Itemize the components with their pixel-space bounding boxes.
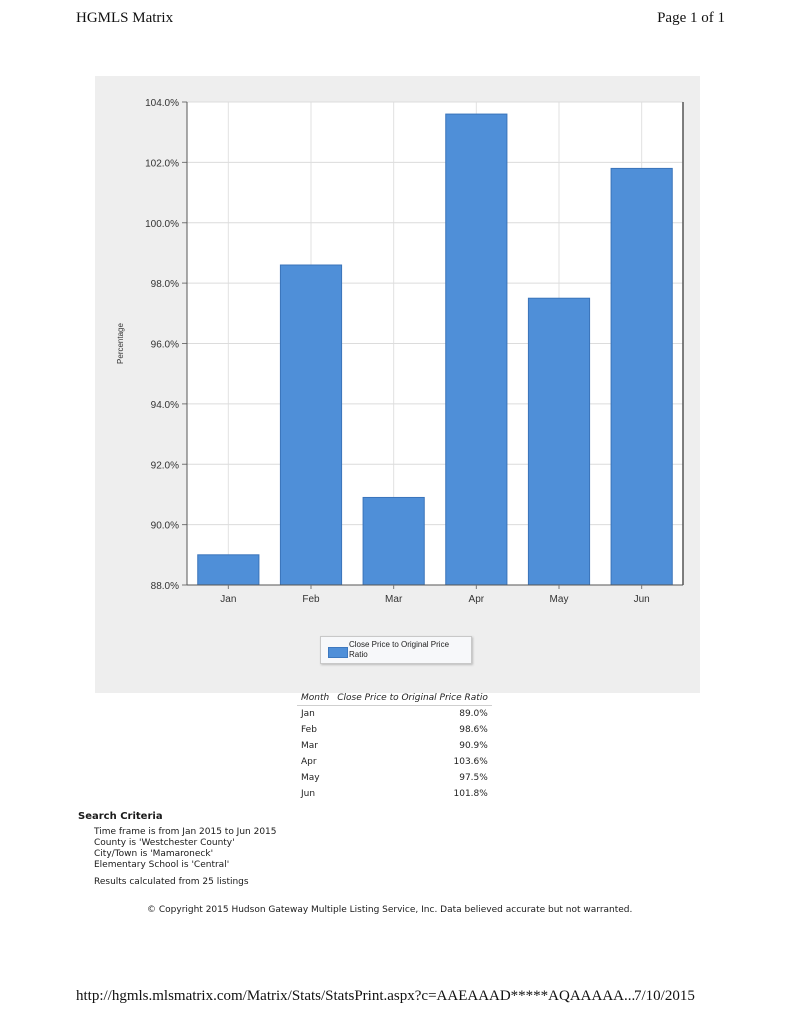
x-tick-label: Mar	[385, 594, 403, 605]
legend-swatch	[328, 647, 348, 658]
y-tick-label: 100.0%	[145, 218, 179, 230]
cell-month: Mar	[301, 741, 318, 751]
table-header-row	[297, 691, 492, 706]
results-count: Results calculated from 25 listings	[94, 877, 249, 887]
criteria-line: Time frame is from Jan 2015 to Jun 2015	[94, 827, 277, 837]
table-row	[297, 770, 492, 786]
cell-ratio: 101.8%	[453, 789, 488, 799]
table-row	[297, 706, 492, 723]
y-tick-label: 104.0%	[145, 98, 179, 109]
cell-ratio: 98.6%	[459, 725, 488, 735]
cell-ratio: 103.6%	[453, 757, 488, 767]
bar	[198, 555, 259, 585]
footer-date: 7/10/2015	[634, 988, 695, 1004]
x-tick-label: Jan	[220, 594, 237, 605]
cell-month: Jun	[301, 789, 316, 799]
chart-panel	[95, 76, 700, 693]
cell-ratio: 97.5%	[459, 773, 488, 783]
bar	[528, 298, 589, 585]
criteria-line: Elementary School is 'Central'	[94, 860, 230, 870]
table-row	[297, 786, 492, 802]
ratio-table	[297, 691, 492, 802]
x-tick-label: Jun	[633, 594, 650, 605]
table-row	[297, 754, 492, 770]
legend-label: Close Price to Original Price Ratio	[349, 640, 450, 659]
table-row	[297, 738, 492, 754]
cell-month: May	[301, 773, 320, 783]
bar-chart	[95, 76, 700, 693]
cell-month: Apr	[301, 757, 317, 767]
copyright-notice: © Copyright 2015 Hudson Gateway Multiple Listing Service, Inc. Data believed accurate but not warranted.	[147, 905, 633, 915]
y-tick-label: 92.0%	[150, 460, 179, 472]
cell-ratio: 89.0%	[459, 709, 488, 719]
chart-legend	[320, 636, 472, 664]
table-row	[297, 722, 492, 738]
y-tick-label: 98.0%	[150, 279, 179, 291]
y-axis-label: Percentage	[116, 323, 125, 364]
y-tick-label: 96.0%	[150, 339, 179, 351]
criteria-line: County is 'Westchester County'	[94, 838, 235, 848]
bar	[446, 114, 507, 585]
cell-month: Jan	[301, 709, 315, 719]
footer-url: http://hgmls.mlsmatrix.com/Matrix/Stats/StatsPrint.aspx?c=AAEAAAD*****AQAAAAA...	[76, 988, 636, 1004]
bar	[280, 265, 341, 585]
x-tick-label: Apr	[468, 594, 485, 605]
col-header-month: Month	[297, 691, 333, 706]
cell-month: Feb	[301, 725, 317, 735]
search-criteria-title: Search Criteria	[78, 811, 163, 822]
search-criteria-list	[94, 827, 277, 871]
y-tick-label: 102.0%	[145, 158, 179, 170]
y-tick-label: 88.0%	[150, 581, 179, 592]
y-tick-label: 94.0%	[150, 399, 179, 411]
cell-ratio: 90.9%	[459, 741, 488, 751]
header-title: HGMLS Matrix	[76, 10, 174, 26]
bar	[363, 497, 424, 585]
x-tick-label: Feb	[302, 594, 320, 605]
criteria-line: City/Town is 'Mamaroneck'	[94, 849, 214, 859]
page-number: Page 1 of 1	[657, 10, 725, 26]
x-tick-label: May	[549, 594, 569, 605]
bar	[611, 168, 672, 585]
y-tick-label: 90.0%	[150, 520, 179, 532]
col-header-ratio: Close Price to Original Price Ratio	[333, 691, 492, 706]
